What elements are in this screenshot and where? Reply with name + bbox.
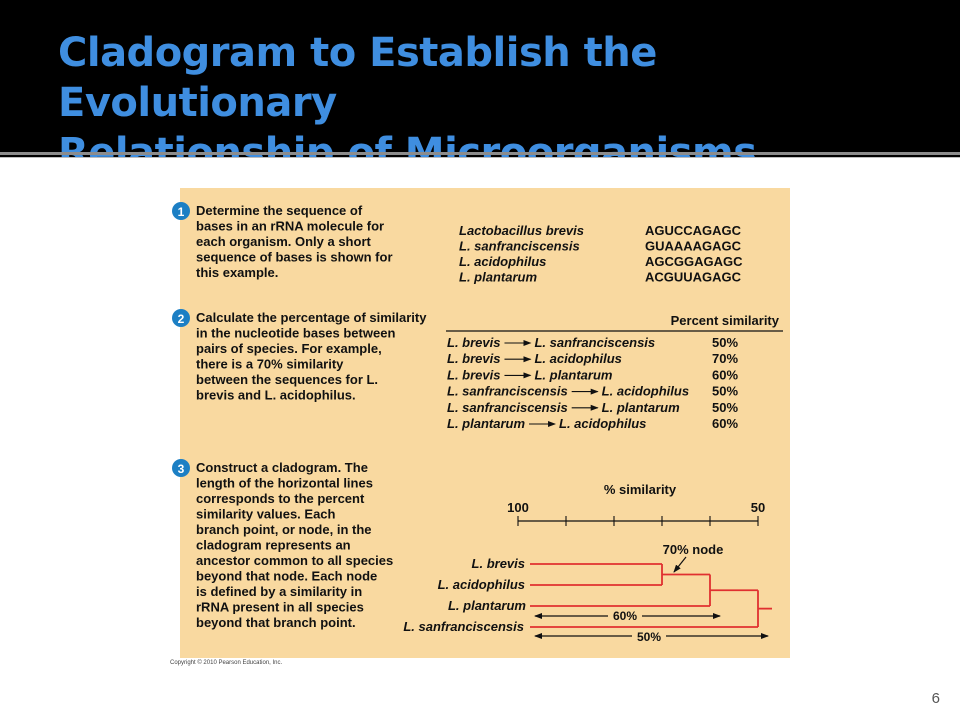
step-1-number: 1 xyxy=(177,205,185,219)
step-1-text-line: Determine the sequence of xyxy=(196,203,363,218)
pair-value: 60% xyxy=(712,367,739,383)
step-2-number: 2 xyxy=(177,312,185,326)
title-line-1: Cladogram to Establish the Evolutionary xyxy=(58,30,657,126)
pair-to: L. acidophilus xyxy=(601,383,690,399)
scale-right-value: 50 xyxy=(750,500,766,515)
span-50-label: 50% xyxy=(636,630,662,644)
step-3-text-line: branch point, or node, in the xyxy=(196,522,372,537)
sequence-organism: L. sanfranciscensis xyxy=(459,238,580,254)
step-2-text-line: pairs of species. For example, xyxy=(196,341,382,356)
sequence-bases: GUAAAAGAGC xyxy=(645,238,742,254)
step-3-text-line: corresponds to the percent xyxy=(196,491,365,506)
taxon-label: L. plantarum xyxy=(447,598,526,613)
pair-to: L. acidophilus xyxy=(534,351,622,367)
pair-from: L. plantarum xyxy=(447,416,526,431)
step-3-text-line: is defined by a similarity in xyxy=(196,584,363,599)
step-1-text-line: each organism. Only a short xyxy=(196,234,371,249)
page-number: 6 xyxy=(931,690,940,707)
pair-from: L. sanfranciscensis xyxy=(447,399,568,415)
step-3-number: 3 xyxy=(177,462,185,476)
node-label-70: 70% node xyxy=(662,542,724,557)
copyright: Copyright © 2010 Pearson Education, Inc. xyxy=(170,660,283,666)
step-3-text-line: Construct a cladogram. The xyxy=(196,460,368,475)
step-3-text-line: beyond that node. Each node xyxy=(196,568,378,584)
step-3-text-line: ancestor common to all species xyxy=(196,553,394,568)
pair-to: L. plantarum xyxy=(601,399,680,415)
pair-from: L. brevis xyxy=(447,367,501,383)
pair-from: L. brevis xyxy=(447,351,501,367)
step-1-text-line: bases in an rRNA molecule for xyxy=(196,218,385,234)
similarity-header: Percent similarity xyxy=(670,313,779,328)
scale-left-value: 100 xyxy=(507,500,529,515)
sequence-bases: AGUCCAGAGC xyxy=(645,223,742,238)
step-1-text-line: sequence of bases is shown for xyxy=(196,249,393,265)
pair-value: 60% xyxy=(712,416,739,431)
sequence-bases: AGCGGAGAGC xyxy=(645,254,743,269)
taxon-label: L. acidophilus xyxy=(437,577,525,592)
step-3-text-line: length of the horizontal lines xyxy=(196,475,373,491)
pair-to: L. sanfranciscensis xyxy=(534,335,656,350)
step-3-text-line: beyond that branch point. xyxy=(196,615,356,630)
step-2-text-line: brevis and L. acidophilus. xyxy=(196,387,356,403)
step-3-text-line: rRNA present in all species xyxy=(196,599,364,615)
pair-to: L. plantarum xyxy=(534,367,613,383)
step-2-text-line: in the nucleotide bases between xyxy=(196,325,396,341)
step-2-text-line: between the sequences for L. xyxy=(196,372,379,387)
pair-from: L. brevis xyxy=(447,335,501,350)
span-60-label: 60% xyxy=(612,609,638,623)
step-2-text-line: Calculate the percentage of similarity xyxy=(196,310,427,325)
taxon-label: L. brevis xyxy=(471,556,525,571)
pair-value: 50% xyxy=(712,399,739,415)
step-3-text-line: similarity values. Each xyxy=(196,506,336,522)
pair-value: 50% xyxy=(712,383,739,399)
step-2-text-line: there is a 70% similarity xyxy=(196,356,344,372)
node-pointer-arrow xyxy=(674,557,686,572)
step-3-text-line: cladogram represents an xyxy=(196,537,351,553)
taxon-label: L. sanfranciscensis xyxy=(403,619,524,634)
similarity-scale xyxy=(518,516,758,526)
sequence-organism: Lactobacillus brevis xyxy=(459,223,584,238)
sequence-bases: ACGUUAGAGC xyxy=(645,269,742,285)
pair-to: L. acidophilus xyxy=(559,416,647,431)
scale-label: % similarity xyxy=(603,482,677,497)
sequence-organism: L. plantarum xyxy=(459,269,538,285)
pair-value: 70% xyxy=(712,351,739,367)
step-1-text-line: this example. xyxy=(196,265,279,280)
cladogram-tree xyxy=(403,556,772,634)
pair-from: L. sanfranciscensis xyxy=(447,383,568,399)
sequence-organism: L. acidophilus xyxy=(459,254,547,269)
pair-value: 50% xyxy=(712,335,739,350)
